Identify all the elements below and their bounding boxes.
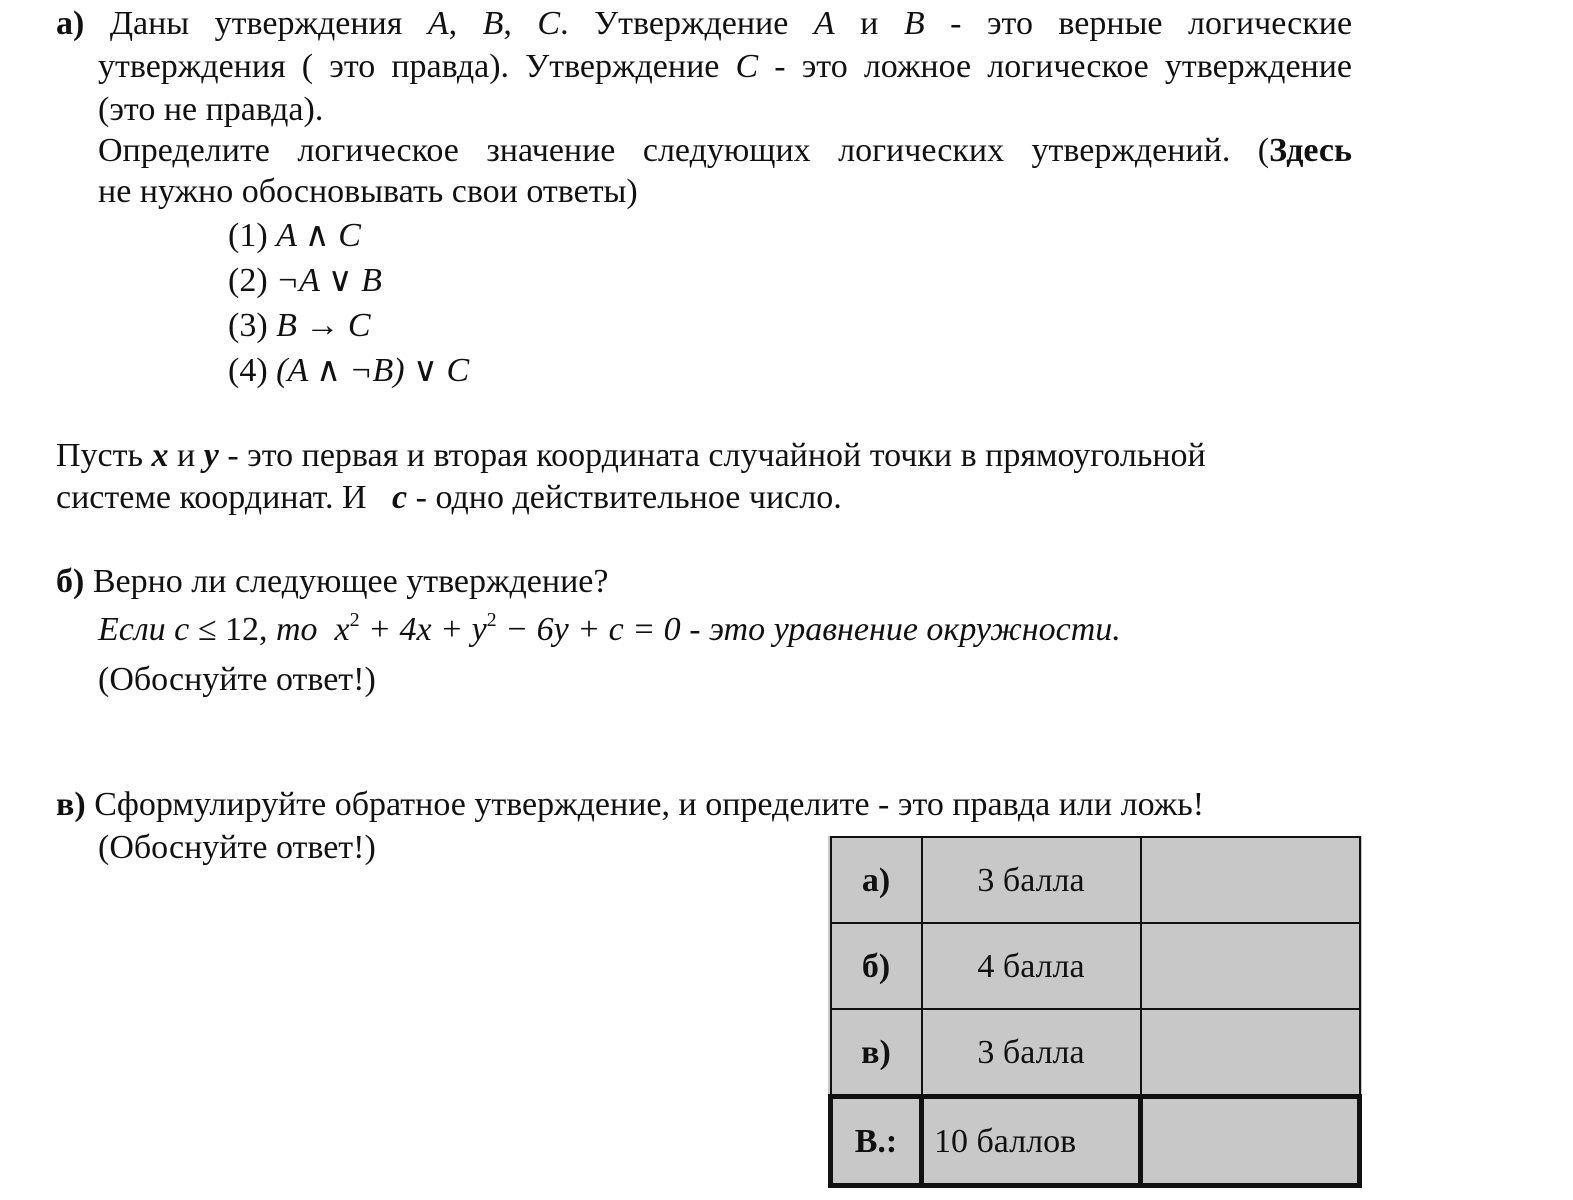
- part-a-line-3: (это не правда).: [98, 91, 324, 128]
- part-a-text-3: - это верные логические: [950, 5, 1353, 42]
- part-a-text-5: - это ложное логическое утверждение: [774, 48, 1353, 85]
- eq-x: x: [334, 611, 350, 648]
- stmt-b-2: B: [903, 5, 925, 42]
- score-result-cell: [1141, 837, 1360, 923]
- part-c-line-1: [56, 783, 1204, 826]
- intro-text-4: - одно действительное число.: [415, 479, 842, 516]
- var-y: y: [203, 437, 219, 474]
- table-row-total: [831, 1097, 1360, 1186]
- then-text: то: [275, 611, 318, 648]
- score-table: [828, 836, 1362, 1188]
- logic-item-num: (2): [228, 262, 268, 299]
- table-row: [831, 837, 1360, 923]
- score-total-label: В.:: [831, 1097, 922, 1186]
- score-points-cell: 4 балла: [922, 923, 1141, 1009]
- logic-item-num: (3): [228, 307, 268, 344]
- and-word: и: [860, 5, 879, 42]
- logic-item-expr: B → C: [276, 307, 371, 344]
- score-part-cell: в): [831, 1009, 922, 1097]
- stmt-a: A: [427, 5, 449, 42]
- intro-and: и: [177, 437, 196, 474]
- part-b-line-1: [56, 560, 608, 603]
- period-1: .: [560, 5, 569, 42]
- stmt-a-2: A: [813, 5, 835, 42]
- eq-mid: + 4x + y: [368, 611, 487, 648]
- part-b-label: б): [56, 563, 85, 600]
- score-part-cell: а): [831, 837, 922, 923]
- logic-item-expr: ¬A ∨ B: [276, 262, 382, 299]
- var-x: x: [151, 437, 169, 474]
- score-part-cell: б): [831, 923, 922, 1009]
- part-a-line-4: [98, 129, 1352, 172]
- part-a-text-2: Утверждение: [594, 5, 789, 42]
- part-c-label: в): [56, 786, 86, 823]
- part-a-text-4: утверждения ( это правда). Утверждение: [98, 48, 720, 85]
- part-c-justify: (Обоснуйте ответ!): [98, 829, 376, 866]
- score-result-cell: [1141, 923, 1360, 1009]
- comma-1: ,: [448, 5, 458, 42]
- logic-item-expr: (A ∧ ¬B) ∨ C: [276, 352, 470, 389]
- logic-item-4: [228, 349, 469, 392]
- var-c: c: [392, 479, 408, 516]
- logic-item-3: [228, 304, 371, 347]
- logic-item-expr: A ∧ C: [276, 217, 361, 254]
- twelve-value: 12,: [224, 611, 268, 648]
- logic-item-1: [228, 214, 361, 257]
- score-points-cell: 3 балла: [922, 1009, 1141, 1097]
- score-total-points: 10 баллов: [922, 1097, 1141, 1186]
- intro-text-2: - это первая и вторая координата случайной точки в прямоугольной: [227, 437, 1206, 474]
- logic-item-num: (4): [228, 352, 268, 389]
- part-a-text-1: Даны утверждения: [109, 5, 403, 42]
- intro-text-1: Пусть: [56, 437, 144, 474]
- stmt-c: C: [537, 5, 561, 42]
- intro-text-3: системе координат. И: [56, 479, 367, 516]
- intro-line-1: [56, 434, 1206, 477]
- part-c-text: Сформулируйте обратное утверждение, и определите - это правда или ложь!: [94, 786, 1205, 823]
- table-row: [831, 923, 1360, 1009]
- eq-end: − 6y + c = 0: [505, 611, 681, 648]
- score-points-cell: 3 балла: [922, 837, 1141, 923]
- score-total-result: [1141, 1097, 1360, 1186]
- part-b-question: Верно ли следующее утверждение?: [92, 563, 609, 600]
- part-b-justify: (Обоснуйте ответ!): [98, 661, 376, 698]
- part-a-line-1: [56, 2, 1352, 45]
- stmt-b: B: [482, 5, 504, 42]
- eq-sup-1: 2: [349, 609, 360, 631]
- table-row: [831, 1009, 1360, 1097]
- part-a-label: а): [56, 5, 85, 42]
- score-result-cell: [1141, 1009, 1360, 1097]
- part-a-line-2: [98, 45, 1352, 88]
- eq-sup-2: 2: [486, 609, 497, 631]
- part-a-bold-here: Здесь: [1269, 132, 1352, 169]
- stmt-c-2: C: [735, 48, 759, 85]
- intro-line-2: [56, 476, 842, 519]
- if-text: Если c ≤: [98, 611, 217, 648]
- part-a-line-5: не нужно обосновывать свои ответы): [98, 173, 638, 210]
- part-a-text-6: Определите логическое значение следующих логических утверждений. (: [98, 132, 1270, 169]
- comma-2: ,: [503, 5, 512, 42]
- eq-tail: - это уравнение окружности.: [689, 611, 1121, 648]
- logic-item-2: [228, 259, 382, 302]
- part-b-statement: [98, 608, 1121, 651]
- logic-item-num: (1): [228, 217, 268, 254]
